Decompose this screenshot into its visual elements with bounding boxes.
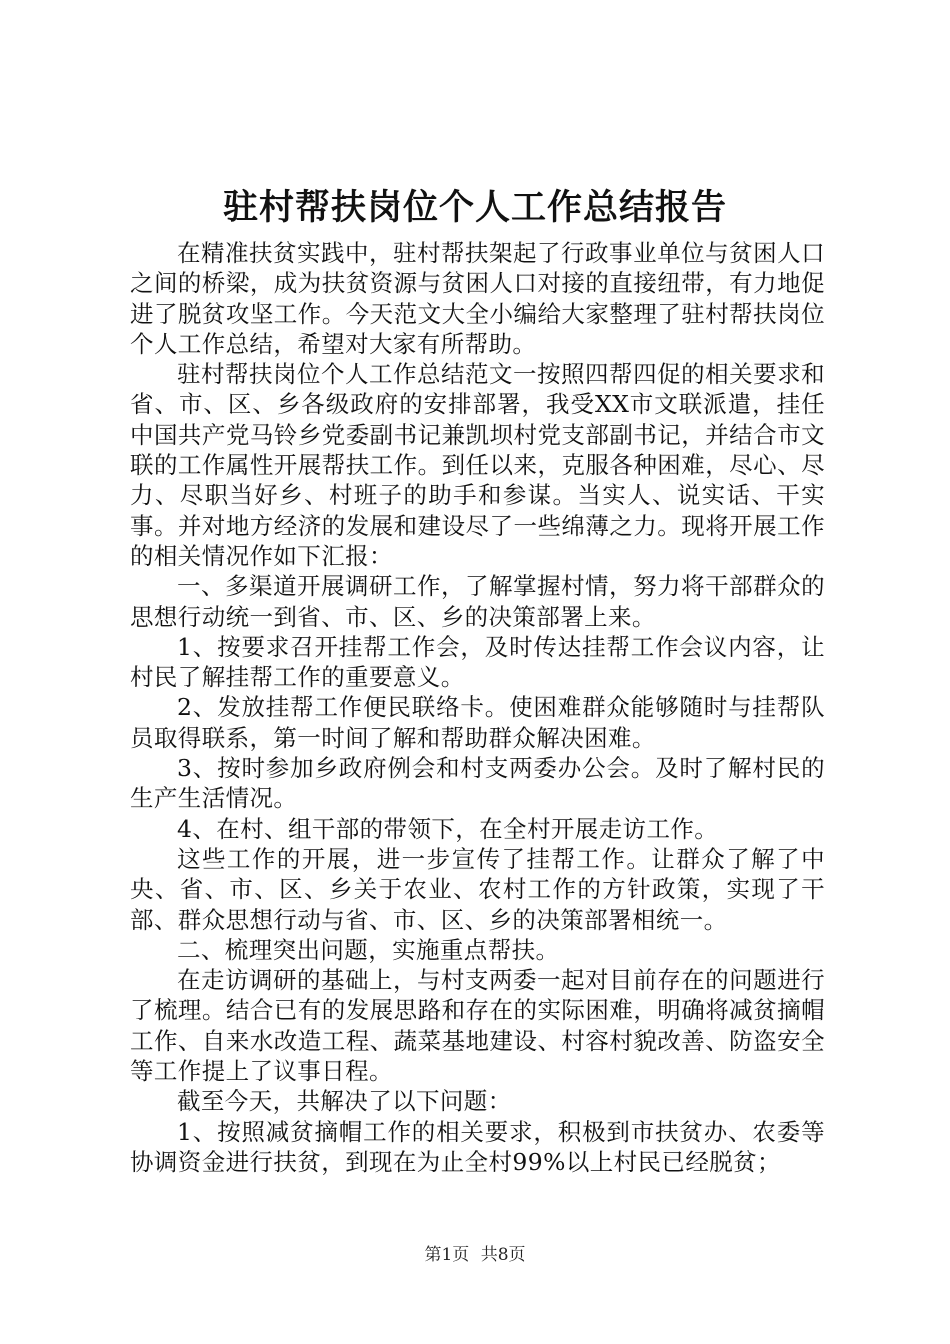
paragraph: 在走访调研的基础上，与村支两委一起对目前存在的问题进行了梳理。结合已有的发展思路和存在的实际困难，明确将减贫摘帽工作、自来水改造工程、蔬菜基地建设、村容村貌改善、防盗安全等工作提上了议事日程。 [130, 966, 825, 1086]
paragraph: 4、在村、组干部的带领下，在全村开展走访工作。 [177, 814, 719, 843]
paragraph: 一、多渠道开展调研工作，了解掌握村情，努力将干部群众的思想行动统一到省、市、区、乡的决策部署上来。 [130, 572, 825, 631]
paragraph: 这些工作的开展，进一步宣传了挂帮工作。让群众了解了中央、省、市、区、乡关于农业、农村工作的方针政策，实现了干部、群众思想行动与省、市、区、乡的决策部署相统一。 [130, 844, 825, 934]
paragraph: 截至今天，共解决了以下问题： [177, 1087, 512, 1116]
paragraph: 3、按时参加乡政府例会和村支两委办公会。及时了解村民的生产生活情况。 [130, 754, 825, 813]
page-total: 共8页 [480, 1245, 526, 1265]
paragraph: 1、按照减贫摘帽工作的相关要求，积极到市扶贫办、农委等协调资金进行扶贫，到现在为止全村99%以上村民已经脱贫； [130, 1117, 825, 1176]
paragraph: 2、发放挂帮工作便民联络卡。使困难群众能够随时与挂帮队员取得联系，第一时间了解和帮助群众解决困难。 [130, 693, 825, 752]
paragraph: 在精准扶贫实践中，驻村帮扶架起了行政事业单位与贫困人口之间的桥梁，成为扶贫资源与贫困人口对接的直接纽带，有力地促进了脱贫攻坚工作。今天范文大全小编给大家整理了驻村帮扶岗位个人工作总结，希望对大家有所帮助。 [130, 239, 825, 358]
document-title: 驻村帮扶岗位个人工作总结报告 [222, 187, 727, 228]
page-number: 第1页 [424, 1245, 470, 1265]
document-body [130, 238, 825, 1177]
paragraph: 二、梳理突出问题，实施重点帮扶。 [177, 935, 560, 964]
paragraph: 驻村帮扶岗位个人工作总结范文一按照四帮四促的相关要求和省、市、区、乡各级政府的安排部署，我受XX市文联派遣，挂任中国共产党马铃乡党委副书记兼凯坝村党支部副书记，并结合市文联的工作属性开展帮扶工作。到任以来，克服各种困难，尽心、尽力、尽职当好乡、村班子的助手和参谋。当实人、说实话、干实事。并对地方经济的发展和建设尽了一些绵薄之力。现将开展工作的相关情况作如下汇报： [130, 360, 825, 570]
paragraph: 1、按要求召开挂帮工作会，及时传达挂帮工作会议内容，让村民了解挂帮工作的重要意义。 [130, 632, 825, 692]
page-footer [0, 1243, 950, 1267]
